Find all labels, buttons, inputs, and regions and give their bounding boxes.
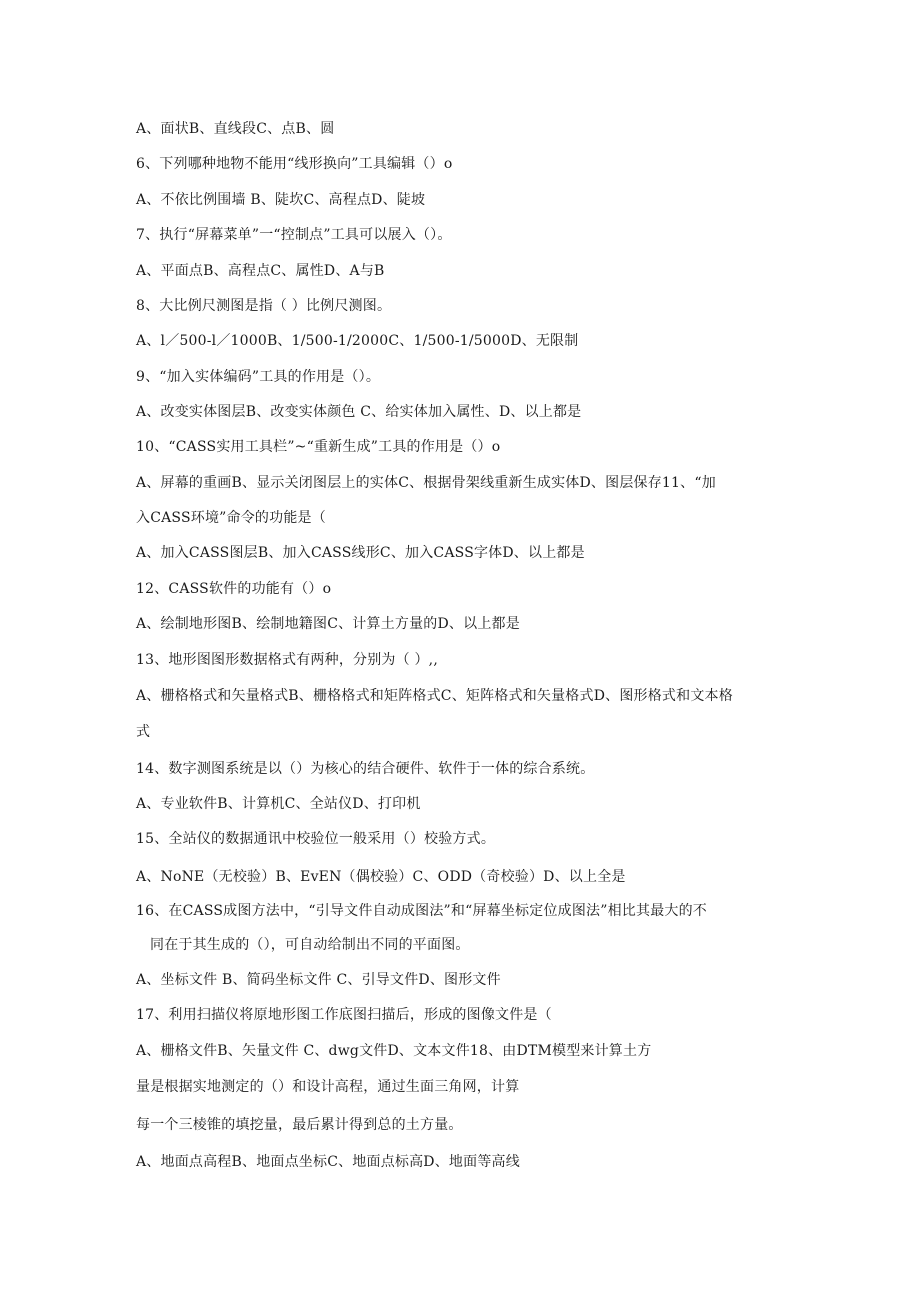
question-10: 10、“CASS实用工具栏”~“重新生成”工具的作用是（）o xyxy=(136,439,501,455)
text-line: A、地面点高程B、地面点坐标C、地面点标高D、地面等高线 xyxy=(136,1154,520,1170)
text-line: A、栅格文件B、矢量文件 C、dwg文件D、文本文件18、由DTM模型来计算土方 xyxy=(136,1043,652,1059)
question-7: 7、执行“屏幕菜单”一“控制点”工具可以展入（）。 xyxy=(136,227,452,243)
text-line: A、专业软件B、计算机C、全站仪D、打印机 xyxy=(136,796,421,812)
text-line: A、绘制地形图B、绘制地籍图C、计算土方量的D、以上都是 xyxy=(136,616,520,632)
text-line: A、坐标文件 B、简码坐标文件 C、引导文件D、图形文件 xyxy=(136,972,501,988)
text-line: A、面状B、直线段C、点B、圆 xyxy=(136,121,335,137)
text-line: A、l／500-l／1000B、1/500-1/2000C、1/500-1/5000D、无限制 xyxy=(136,333,579,349)
text-line: A、平面点B、高程点C、属性D、A与B xyxy=(136,263,385,279)
text-line: 式 xyxy=(136,724,151,740)
question-16: 16、在CASS成图方法中，“引导文件自动成图法”和“屏幕坐标定位成图法”相比其最大的不 xyxy=(136,903,707,919)
question-14: 14、数字测图系统是以（）为核心的结合硬件、软件于一体的综合系统。 xyxy=(136,761,595,777)
question-12: 12、CASS软件的功能有（）o xyxy=(136,581,332,597)
text-line: 每一个三棱锥的填挖量，最后累计得到总的土方量。 xyxy=(136,1117,463,1133)
question-17: 17、利用扫描仪将原地形图工作底图扫描后，形成的图像文件是（ xyxy=(136,1007,552,1023)
question-13: 13、地形图图形数据格式有两种，分别为（ ）,, xyxy=(136,652,438,668)
text-line: 同在于其生成的（），可自动给制出不同的平面图。 xyxy=(150,937,470,953)
question-8: 8、大比例尺测图是指（ ）比例尺测图。 xyxy=(136,298,392,314)
text-line: A、改变实体图层B、改变实体颜色 C、给实体加入属性、D、以上都是 xyxy=(136,404,582,420)
text-line: A、栅格格式和矢量格式B、栅格格式和矩阵格式C、矩阵格式和矢量格式D、图形格式和文本格 xyxy=(136,688,733,704)
text-line: 量是根据实地测定的（）和设计高程，通过生面三角网，计算 xyxy=(136,1079,520,1095)
text-line: A、加入CASS图层B、加入CASS线形C、加入CASS字体D、以上都是 xyxy=(136,545,585,561)
text-line: A、屏幕的重画B、显示关闭图层上的实体C、根据骨架线重新生成实体D、图层保存11、“加 xyxy=(136,475,716,491)
question-15: 15、全站仪的数据通讯中校验位一般采用（）校验方式。 xyxy=(136,831,496,847)
text-line: A、NoNE（无校验）B、EvEN（偶校验）C、ODD（奇校验）D、以上全是 xyxy=(136,869,626,885)
text-line: 入CASS环境”命令的功能是（ xyxy=(136,510,326,526)
question-6: 6、下列哪种地物不能用“线形换向”工具编辑（）o xyxy=(136,156,453,172)
text-line: A、不依比例围墙 B、陡坎C、高程点D、陡坡 xyxy=(136,192,426,208)
question-9: 9、“加入实体编码”工具的作用是（）。 xyxy=(136,369,381,385)
